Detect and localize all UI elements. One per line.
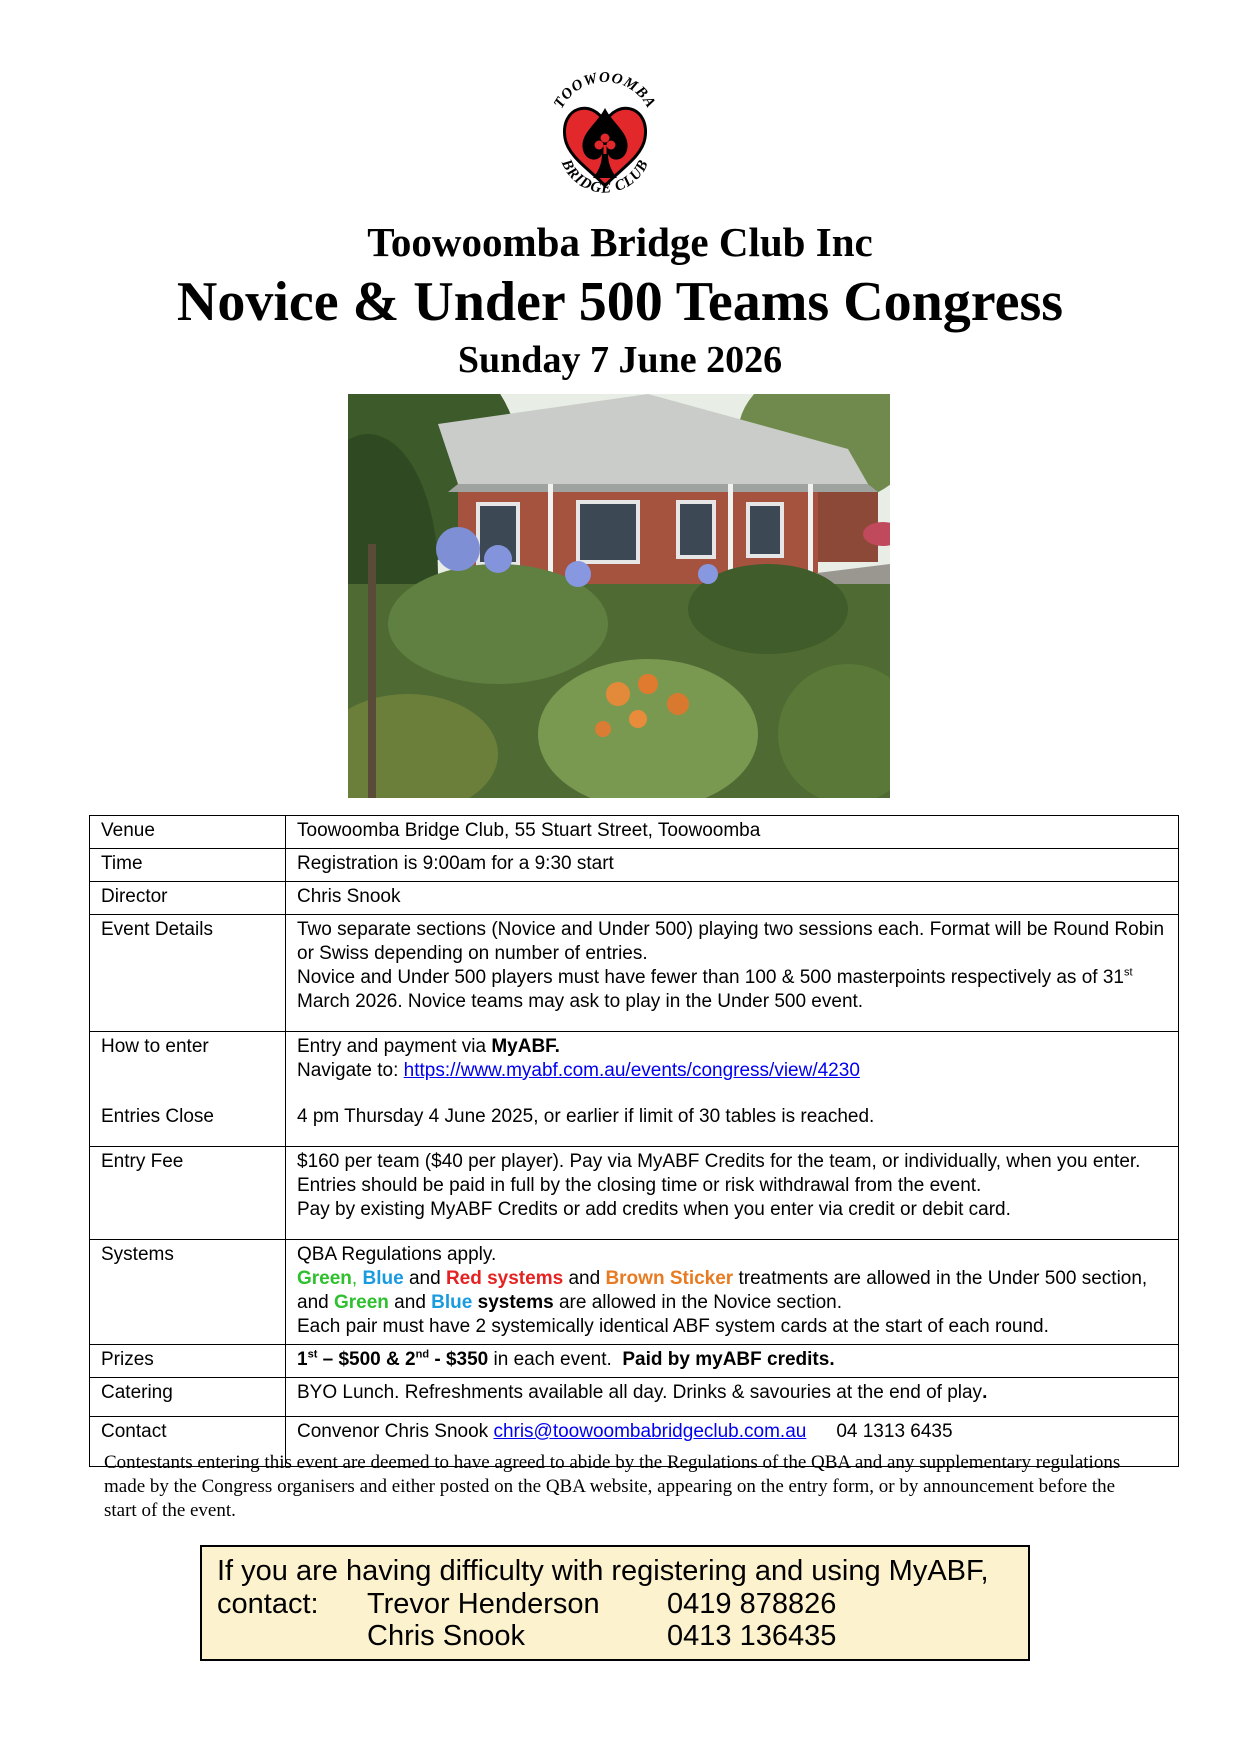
contact-label: Contact [90,1417,286,1467]
systems-line1: QBA Regulations apply. [297,1244,497,1265]
logo-text-bottom: BRIDGE CLUB [557,156,653,197]
disclaimer-text: Contestants entering this event are deemed to have agreed to abide by the Regulations of the QBA and any supplementary regulations made by the Congress organisers and either posted on the QBA website, appearing on the entry form, or by announcement before the start of the event. [104,1452,1121,1521]
prizes-value: 1st – $500 & 2nd - $350 in each event. Paid by myABF credits. [286,1345,1179,1378]
systems-value [286,1240,1179,1345]
entry-fee-label: Entry Fee [90,1147,286,1240]
table-row-event-details [90,915,1179,1032]
entries-close-value: 4 pm Thursday 4 June 2025, or earlier if limit of 30 tables is reached. [297,1106,875,1127]
table-row-prizes [90,1345,1179,1378]
table-row-time [90,849,1179,882]
event-details-line2: Novice and Under 500 players must have fewer than 100 & 500 masterpoints respectively as of 31st March 2026. Novice teams may ask to play in the Under 500 event. [297,966,1133,1012]
help-contact-box [200,1545,1030,1661]
table-row-how-to-enter [90,1032,1179,1147]
entries-close-label: Entries Close [101,1106,214,1127]
myabf-bold: MyABF. [491,1036,560,1057]
event-details-label: Event Details [90,915,286,1032]
time-label: Time [90,849,286,882]
entry-fee-line2: Pay by existing MyABF Credits or add credits when you enter via credit or debit card. [297,1199,1011,1220]
systems-line2: Green, Blue and Red systems and Brown Sticker treatments are allowed in the Under 500 section, and Green and Blue systems are allowed in the Novice section. [297,1268,1148,1313]
help-contact-label: contact: [217,1588,319,1620]
myabf-event-link[interactable]: https://www.myabf.com.au/events/congress/view/4230 [403,1060,860,1081]
venue-value: Toowoomba Bridge Club, 55 Stuart Street, Toowoomba [286,816,1179,849]
help-phone-trevor: 0419 878826 [667,1588,837,1620]
how-to-enter-cell [90,1032,286,1147]
clubhouse-photo [348,394,890,798]
event-title: Novice & Under 500 Teams Congress [176,271,1064,333]
help-line1: If you are having difficulty with registering and using MyABF, [217,1555,989,1587]
help-phone-chris: 0413 136435 [667,1620,837,1652]
convenor-email-link[interactable]: chris@toowoombabridgeclub.com.au [493,1421,807,1442]
help-name-trevor: Trevor Henderson [367,1588,600,1620]
systems-line3: Each pair must have 2 systemically identical ABF system cards at the start of each round. [297,1316,1049,1337]
catering-label: Catering [90,1378,286,1417]
event-details-value [286,915,1179,1032]
how-to-enter-value [286,1032,1179,1147]
contact-value: Convenor Chris Snook chris@toowoombabridgeclub.com.au 04 1313 6435 [286,1417,1179,1467]
logo-text-top: TOOWOOMBA [551,69,659,112]
event-info-table [89,815,1179,1467]
entry-fee-line1: $160 per team ($40 per player). Pay via MyABF Credits for the team, or individually, when you enter. Entries should be paid in full by the closing time or risk withdrawal from the event. [297,1151,1141,1196]
how-to-enter-line2: Navigate to: https://www.myabf.com.au/events/congress/view/4230 [297,1060,860,1081]
director-label: Director [90,882,286,915]
director-value: Chris Snook [286,882,1179,915]
entry-fee-value [286,1147,1179,1240]
how-to-enter-line1: Entry and payment via MyABF. [297,1036,560,1057]
how-to-enter-label: How to enter [101,1036,209,1057]
table-row-catering [90,1378,1179,1417]
table-row-director [90,882,1179,915]
convenor-phone: 04 1313 6435 [836,1421,953,1442]
event-details-line1: Two separate sections (Novice and Under 500) playing two sessions each. Format will be Round Robin or Swiss depending on number of entries. [297,919,1165,964]
club-logo [535,68,675,208]
svg-text:TOOWOOMBA [551,70,659,111]
help-name-chris: Chris Snook [367,1620,525,1652]
systems-label: Systems [90,1240,286,1345]
venue-label: Venue [90,816,286,849]
club-name-heading: Toowoomba Bridge Club Inc [367,219,873,265]
time-value: Registration is 9:00am for a 9:30 start [286,849,1179,882]
table-row-entry-fee [90,1147,1179,1240]
event-date: Sunday 7 June 2026 [457,339,783,381]
prizes-label: Prizes [90,1345,286,1378]
table-row-systems [90,1240,1179,1345]
table-row-venue [90,816,1179,849]
catering-value: BYO Lunch. Refreshments available all day. Drinks & savouries at the end of play. [286,1378,1179,1417]
